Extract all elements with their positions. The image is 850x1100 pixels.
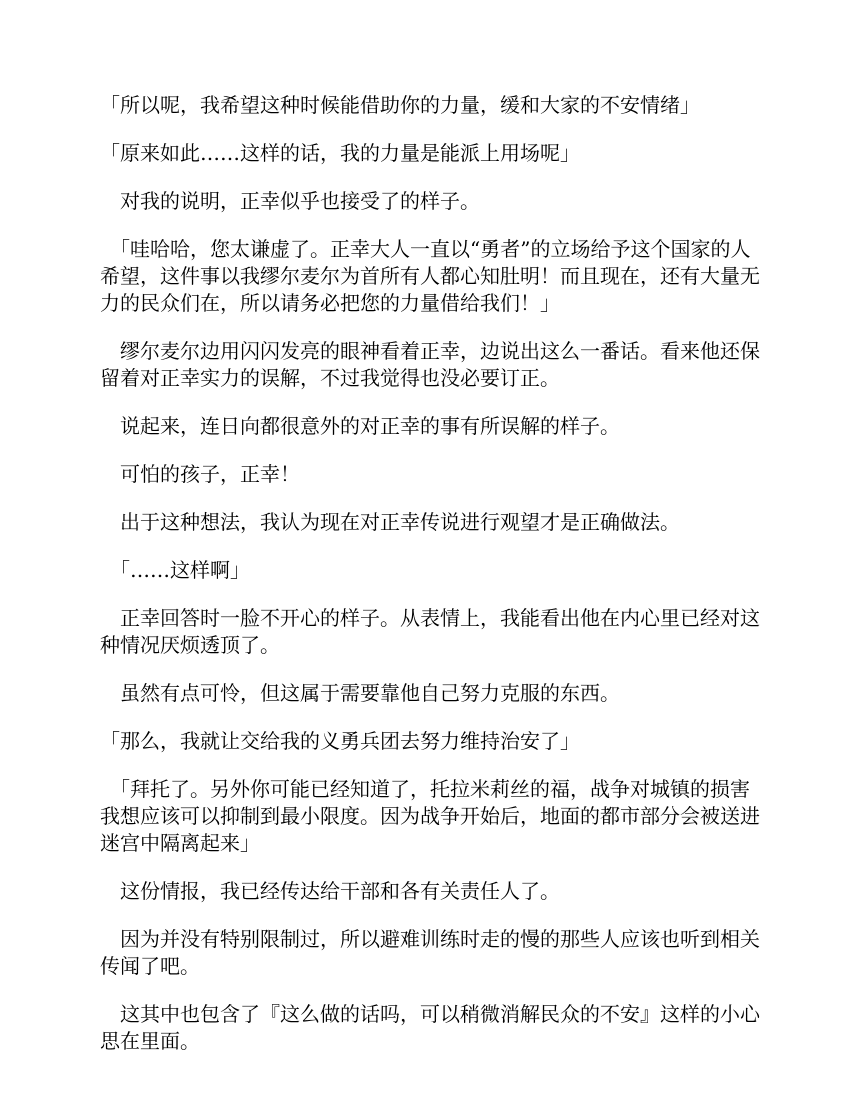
paragraph: 这份情报，我已经传达给干部和各有关责任人了。: [100, 879, 560, 903]
paragraph: 「那么，我就让交给我的义勇兵团去努力维持治安了」: [100, 729, 580, 753]
paragraph: 出于这种想法，我认为现在对正幸传说进行观望才是正确做法。: [100, 510, 680, 534]
paragraph: 「拜托了。另外你可能已经知道了，托拉米莉丝的福，战争对城镇的损害我想应该可以抑制到最小限度。因为战争开始后，地面的都市部分会被送进迷宫中隔离起来」: [100, 777, 760, 855]
paragraph: 虽然有点可怜，但这属于需要靠他自己努力克服的东西。: [100, 681, 620, 705]
paragraph: 「所以呢，我希望这种时候能借助你的力量，缓和大家的不安情绪」: [100, 93, 700, 117]
paragraph: 说起来，连日向都很意外的对正幸的事有所误解的样子。: [100, 414, 620, 438]
paragraph: 缪尔麦尔边用闪闪发亮的眼神看着正幸，边说出这么一番话。看来他还保留着对正幸实力的误解，不过我觉得也没必要订正。: [100, 339, 760, 390]
body-text: [100, 92, 760, 1076]
paragraph: 对我的说明，正幸似乎也接受了的样子。: [100, 189, 480, 213]
paragraph: 这其中也包含了『这么做的话吗，可以稍微消解民众的不安』这样的小心思在里面。: [100, 1002, 760, 1053]
paragraph: 「原来如此……这样的话，我的力量是能派上用场呢」: [100, 141, 580, 165]
paragraph: 因为并没有特别限制过，所以避难训练时走的慢的那些人应该也听到相关传闻了吧。: [100, 927, 760, 978]
paragraph: 可怕的孩子，正幸！: [100, 462, 300, 486]
paragraph: 「哇哈哈，您太谦虚了。正幸大人一直以“勇者”的立场给予这个国家的人希望，这件事以我缪尔麦尔为首所有人都心知肚明！而且现在，还有大量无力的民众们在，所以请务必把您的力量借给我们！」: [100, 237, 760, 315]
paragraph: 正幸回答时一脸不开心的样子。从表情上，我能看出他在内心里已经对这种情况厌烦透顶了。: [100, 606, 760, 657]
paragraph: 「……这样啊」: [100, 558, 250, 582]
